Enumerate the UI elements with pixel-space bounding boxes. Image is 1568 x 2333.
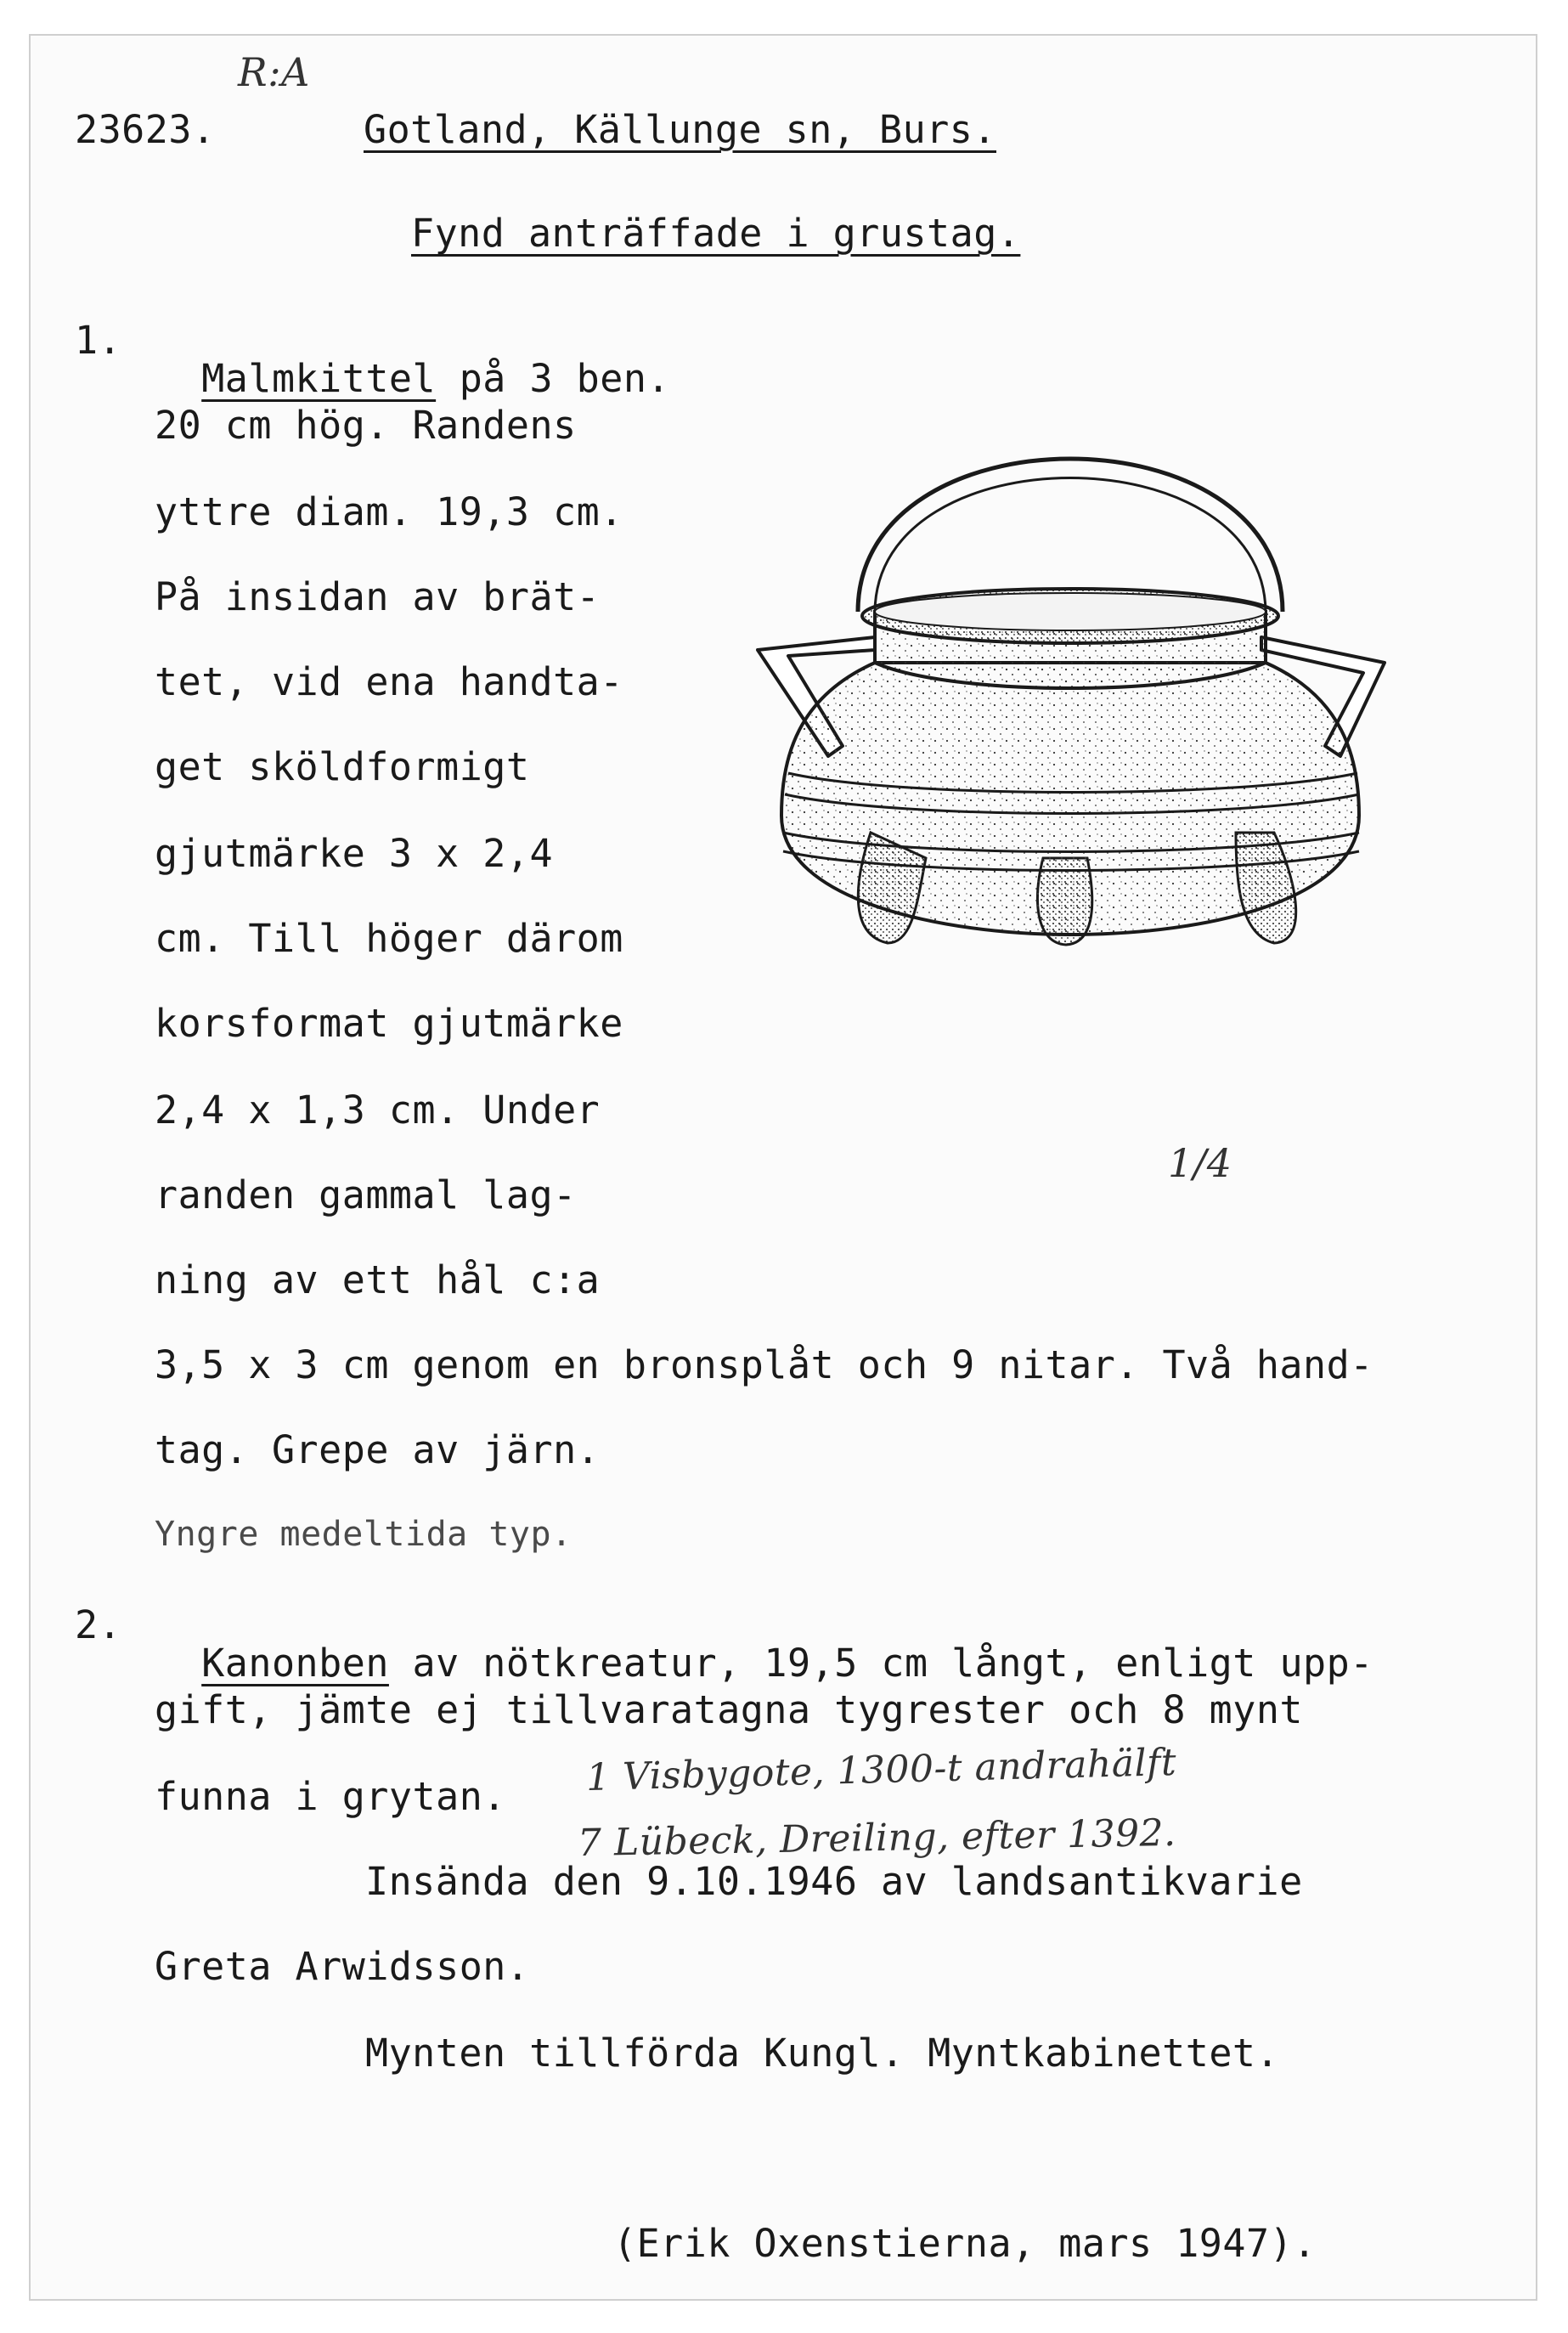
- item2-heading: [155, 1606, 1373, 1686]
- item1-line: cm. Till höger därom: [155, 916, 623, 961]
- find-location: Gotland, Källunge sn, Burs.: [364, 107, 996, 152]
- cauldron-body: [781, 663, 1359, 935]
- catalog-number: 23623.: [75, 107, 216, 152]
- find-subtitle: Fynd anträffade i grustag.: [411, 211, 1021, 256]
- item1-line: 20 cm hög. Randens: [155, 403, 577, 448]
- signature: (Erik Oxenstierna, mars 1947).: [613, 2221, 1317, 2266]
- item1-name-rest: på 3 ben.: [436, 356, 671, 401]
- item1-line: randen gammal lag-: [155, 1172, 577, 1217]
- item2-name: Kanonben: [201, 1641, 389, 1686]
- item1-heading: [155, 321, 671, 401]
- handwritten-coin-note: 1 Visbygote, 1300-t andrahälft: [585, 1740, 1177, 1800]
- item1-line: 3,5 x 3 cm genom en bronsplåt och 9 nitar. Två hand-: [155, 1342, 1373, 1387]
- item1-line: På insidan av brät-: [155, 574, 601, 619]
- handwritten-coin-note: 7 Lübeck, Dreiling, efter 1392.: [577, 1810, 1176, 1866]
- cauldron-illustration: [730, 357, 1410, 952]
- item1-line: 2,4 x 1,3 cm. Under: [155, 1087, 601, 1133]
- archive-mark: R:A: [238, 49, 310, 95]
- sent-name: Greta Arwidsson.: [155, 1944, 530, 1989]
- sent-line: Insända den 9.10.1946 av landsantikvarie: [365, 1859, 1303, 1904]
- item1-line: ning av ett hål c:a: [155, 1257, 601, 1302]
- item1-line: get sköldformigt: [155, 744, 530, 789]
- item1-line: yttre diam. 19,3 cm.: [155, 489, 623, 534]
- coins-note: Mynten tillförda Kungl. Myntkabinettet.: [365, 2031, 1280, 2076]
- illustration-scale: 1/4: [1168, 1140, 1232, 1186]
- item1-number: 1.: [75, 318, 122, 363]
- item1-line: gjutmärke 3 x 2,4: [155, 831, 554, 876]
- item1-name: Malmkittel: [201, 356, 437, 401]
- item2-line: funna i grytan.: [155, 1774, 506, 1819]
- item1-line: korsformat gjutmärke: [155, 1001, 623, 1046]
- item1-line: tet, vid ena handta-: [155, 659, 623, 704]
- item1-type-note: Yngre medeltida typ.: [155, 1515, 572, 1554]
- item2-number: 2.: [75, 1602, 122, 1647]
- item2-line: av nötkreatur, 19,5 cm långt, enligt upp-: [388, 1641, 1373, 1686]
- item2-line: gift, jämte ej tillvaratagna tygrester och 8 mynt: [155, 1687, 1304, 1732]
- item1-line: tag. Grepe av järn.: [155, 1427, 601, 1472]
